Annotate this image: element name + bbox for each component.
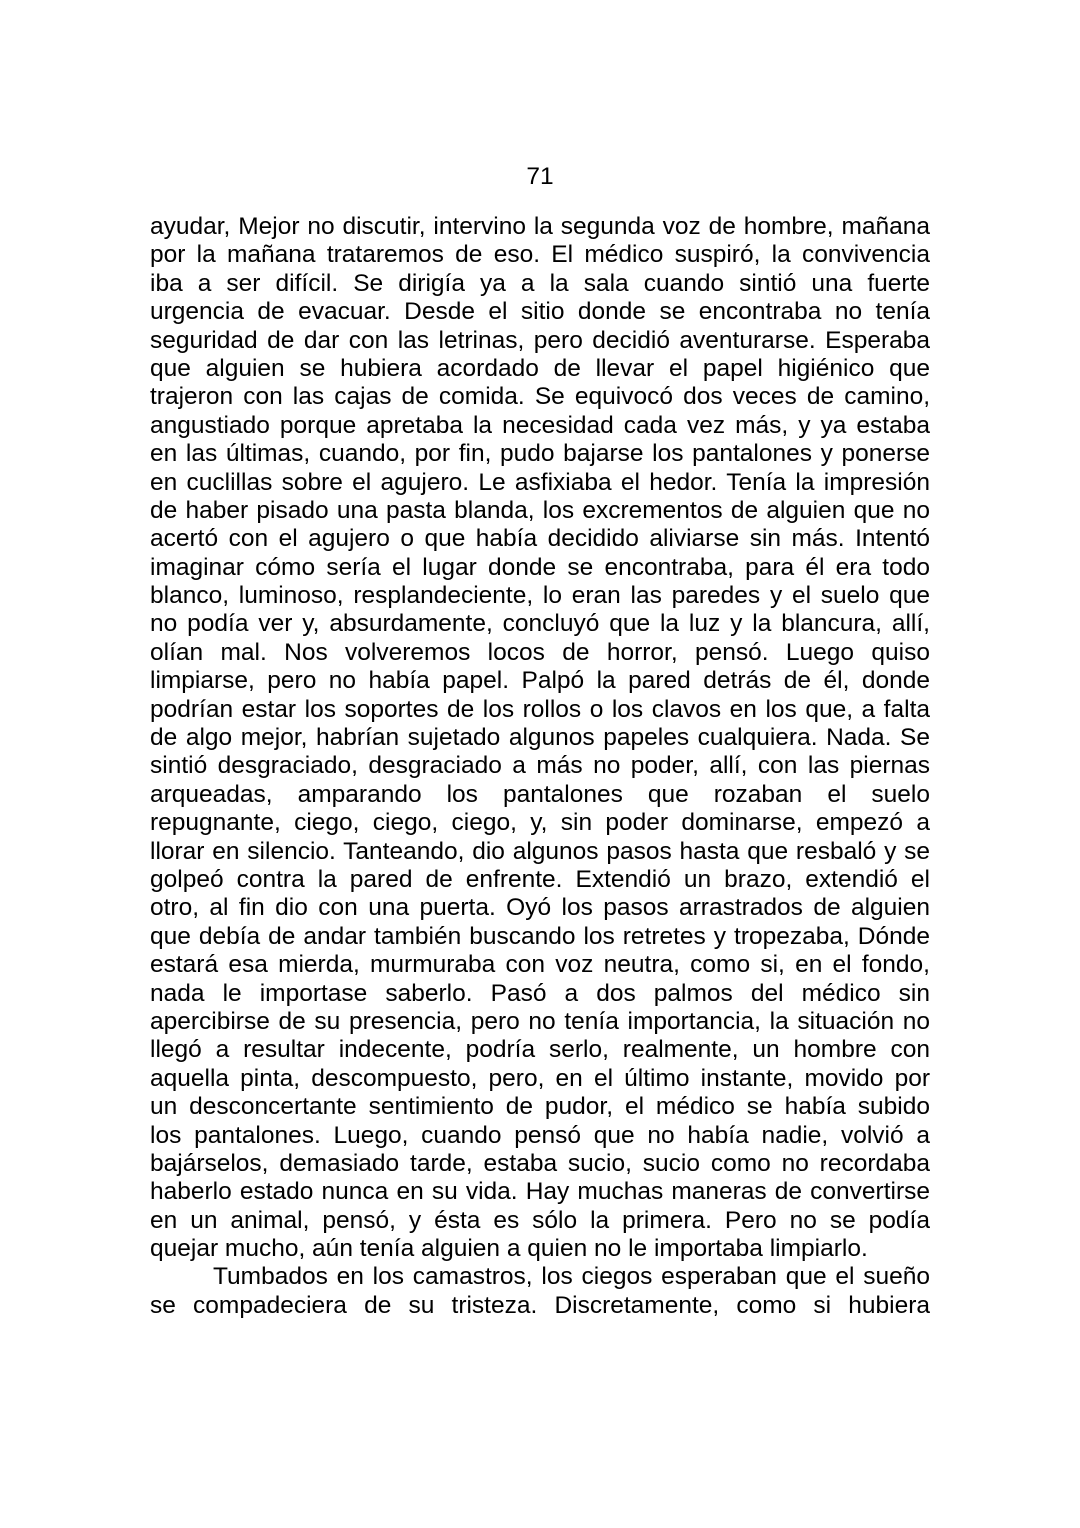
text-line: en cuclillas sobre el agujero. Le asfixiaba el hedor. Tenía la impresión <box>150 468 930 496</box>
text-line: imaginar cómo sería el lugar donde se encontraba, para él era todo <box>150 553 930 581</box>
text-line: bajárselos, demasiado tarde, estaba sucio, sucio como no recordaba <box>150 1149 930 1177</box>
text-line: urgencia de evacuar. Desde el sitio donde se encontraba no tenía <box>150 298 930 326</box>
text-line: seguridad de dar con las letrinas, pero decidió aventurarse. Esperaba <box>150 326 930 354</box>
text-line: sintió desgraciado, desgraciado a más no poder, allí, con las piernas <box>150 752 930 780</box>
text-line: que alguien se hubiera acordado de llevar el papel higiénico que <box>150 354 930 382</box>
text-line: repugnante, ciego, ciego, ciego, y, sin poder dominarse, empezó a <box>150 809 930 837</box>
text-line: haberlo estado nunca en su vida. Hay muchas maneras de convertirse <box>150 1178 930 1206</box>
text-line: Tumbados en los camastros, los ciegos esperaban que el sueño <box>213 1263 930 1291</box>
paragraph <box>150 1263 930 1320</box>
text-line: de haber pisado una pasta blanda, los excrementos de alguien que no <box>150 496 930 524</box>
text-line: aquella pinta, descompuesto, pero, en el último instante, movido por <box>150 1064 930 1092</box>
text-line: se compadeciera de su tristeza. Discretamente, como si hubiera <box>150 1291 930 1319</box>
text-line: golpeó contra la pared de enfrente. Extendió un brazo, extendió el <box>150 865 930 893</box>
text-line: blanco, luminoso, resplandeciente, lo eran las paredes y el suelo que <box>150 582 930 610</box>
text-line: llorar en silencio. Tanteando, dio algunos pasos hasta que resbaló y se <box>150 837 930 865</box>
text-line: de algo mejor, habrían sujetado algunos papeles cualquiera. Nada. Se <box>150 724 930 752</box>
body-text <box>150 213 930 1320</box>
text-line: olían mal. Nos volveremos locos de horror, pensó. Luego quiso <box>150 638 930 666</box>
page-number: 71 <box>526 163 554 190</box>
text-line: estará esa mierda, murmuraba con voz neutra, como si, en el fondo, <box>150 951 930 979</box>
text-line: podrían estar los soportes de los rollos o los clavos en los que, a falta <box>150 695 930 723</box>
text-line: otro, al fin dio con una puerta. Oyó los pasos arrastrados de alguien <box>150 894 930 922</box>
text-line: angustiado porque apretaba la necesidad cada vez más, y ya estaba <box>150 411 930 439</box>
paragraph <box>150 213 930 1263</box>
text-line: trajeron con las cajas de comida. Se equivocó dos veces de camino, <box>150 383 930 411</box>
text-line: llegó a resultar indecente, podría serlo, realmente, un hombre con <box>150 1036 930 1064</box>
text-line: ayudar, Mejor no discutir, intervino la segunda voz de hombre, mañana <box>150 213 930 240</box>
text-line: un desconcertante sentimiento de pudor, el médico se había subido <box>150 1093 930 1121</box>
text-line: por la mañana trataremos de eso. El médico suspiró, la convivencia <box>150 241 930 269</box>
text-line: los pantalones. Luego, cuando pensó que no había nadie, volvió a <box>150 1121 930 1149</box>
text-line: limpiarse, pero no había papel. Palpó la pared detrás de él, donde <box>150 667 930 695</box>
text-line: quejar mucho, aún tenía alguien a quien no le importaba limpiarlo. <box>150 1235 868 1263</box>
text-line: acertó con el agujero o que había decidido aliviarse sin más. Intentó <box>150 525 930 553</box>
text-line: apercibirse de su presencia, pero no tenía importancia, la situación no <box>150 1007 930 1035</box>
text-line: iba a ser difícil. Se dirigía ya a la sala cuando sintió una fuerte <box>150 269 930 297</box>
text-line: en las últimas, cuando, por fin, pudo bajarse los pantalones y ponerse <box>150 440 930 468</box>
text-line: que debía de andar también buscando los retretes y tropezaba, Dónde <box>150 922 930 950</box>
text-line: no podía ver y, absurdamente, concluyó que la luz y la blancura, allí, <box>150 610 930 638</box>
text-line: nada le importase saberlo. Pasó a dos palmos del médico sin <box>150 979 930 1007</box>
text-line: arqueadas, amparando los pantalones que rozaban el suelo <box>150 780 930 808</box>
text-line: en un animal, pensó, y ésta es sólo la primera. Pero no se podía <box>150 1206 930 1234</box>
